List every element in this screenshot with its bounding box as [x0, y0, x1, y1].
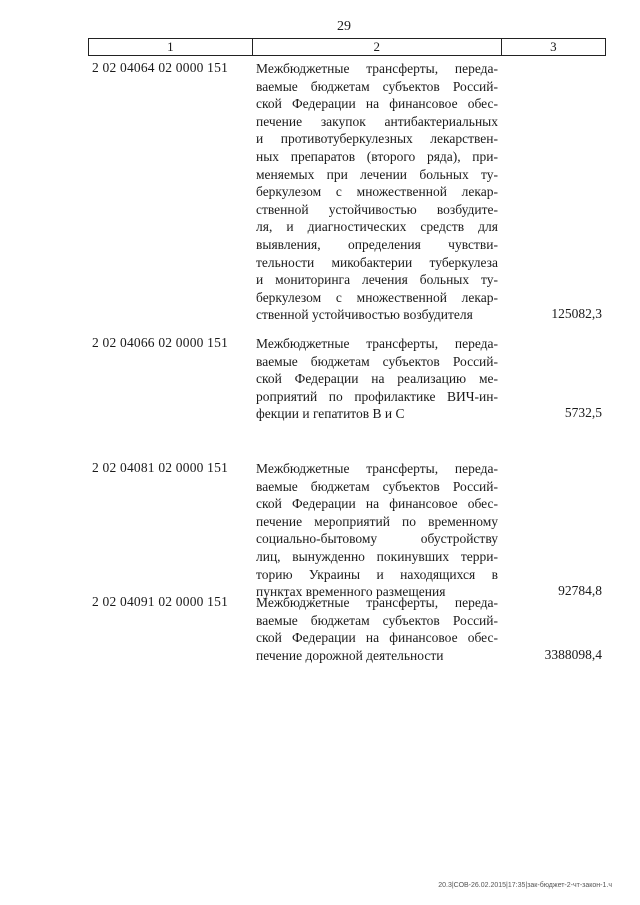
description: [256, 335, 498, 423]
description-line: социально-бытовому обустройству: [256, 531, 498, 547]
footer-stamp: 20.3|СОВ-26.02.2015|17:35|зак-бюджет-2-чт-закон-1.ч: [438, 882, 612, 889]
description: [256, 460, 498, 601]
description-line: печение закупок антибактериальных: [256, 113, 498, 129]
description: [256, 594, 498, 664]
description-line: Межбюджетные трансферты, переда-: [256, 595, 498, 610]
description-line: ваемые бюджетам субъектов Россий-: [256, 612, 498, 628]
description-line: Межбюджетные трансферты, переда-: [256, 336, 498, 351]
amount: 92784,8: [558, 583, 602, 599]
budget-code: 2 02 04064 02 0000 151: [92, 60, 229, 75]
description-line: печение мероприятий по временному: [256, 513, 498, 529]
column-header-table: [88, 38, 606, 56]
description-line: ваемые бюджетам субъектов Россий-: [256, 78, 498, 94]
amount: 5732,5: [564, 405, 602, 421]
description-line: лиц, вынужденно покинувших терри-: [256, 548, 498, 564]
page-number: 29: [337, 19, 351, 34]
amount: 3388098,4: [544, 646, 602, 662]
description-line: роприятий по профилактике ВИЧ-ин-: [256, 388, 498, 404]
description-line: меняемых при лечении больных ту-: [256, 166, 498, 182]
column-header-3: 3: [501, 39, 605, 56]
description-line: тельности микобактерии туберкулеза: [256, 254, 498, 270]
column-header-1: 1: [89, 39, 253, 56]
description-line: ных препаратов (второго ряда), при-: [256, 148, 498, 164]
description-line: торию Украины и находящихся в: [256, 566, 498, 582]
description-line: ственной устойчивостью возбудителя: [256, 307, 473, 323]
description-line: беркулезом с множественной лекар-: [256, 184, 498, 200]
description-line: выявления, определения чувстви-: [256, 236, 498, 252]
description-line: и мониторинга лечения больных ту-: [256, 272, 498, 288]
description-line: ваемые бюджетам субъектов Россий-: [256, 478, 498, 494]
budget-code: 2 02 04066 02 0000 151: [92, 335, 229, 350]
description-line: Межбюджетные трансферты, переда-: [256, 461, 498, 476]
description-line: ской Федерации на финансовое обес-: [256, 630, 498, 646]
description-line: ской Федерации на финансовое обес-: [256, 496, 498, 512]
description-line: печение дорожной деятельности: [256, 647, 444, 663]
description-line: фекции и гепатитов В и С: [256, 406, 405, 422]
column-header-2: 2: [252, 39, 501, 56]
amount: 125082,3: [551, 306, 602, 322]
budget-code: 2 02 04091 02 0000 151: [92, 594, 229, 609]
description-line: беркулезом с множественной лекар-: [256, 289, 498, 305]
description: [256, 60, 498, 324]
description-line: ской Федерации на финансовое обес-: [256, 96, 498, 112]
budget-code: 2 02 04081 02 0000 151: [92, 460, 229, 475]
description-line: пунктах временного размещения: [256, 584, 446, 600]
description-line: ской Федерации на реализацию ме-: [256, 371, 498, 387]
description-line: ственной устойчивостью возбудите-: [256, 201, 498, 217]
description-line: Межбюджетные трансферты, переда-: [256, 61, 498, 76]
description-line: ваемые бюджетам субъектов Россий-: [256, 353, 498, 369]
description-line: ля, и диагностических средств для: [256, 219, 498, 235]
description-line: и противотуберкулезных лекарствен-: [256, 131, 498, 147]
